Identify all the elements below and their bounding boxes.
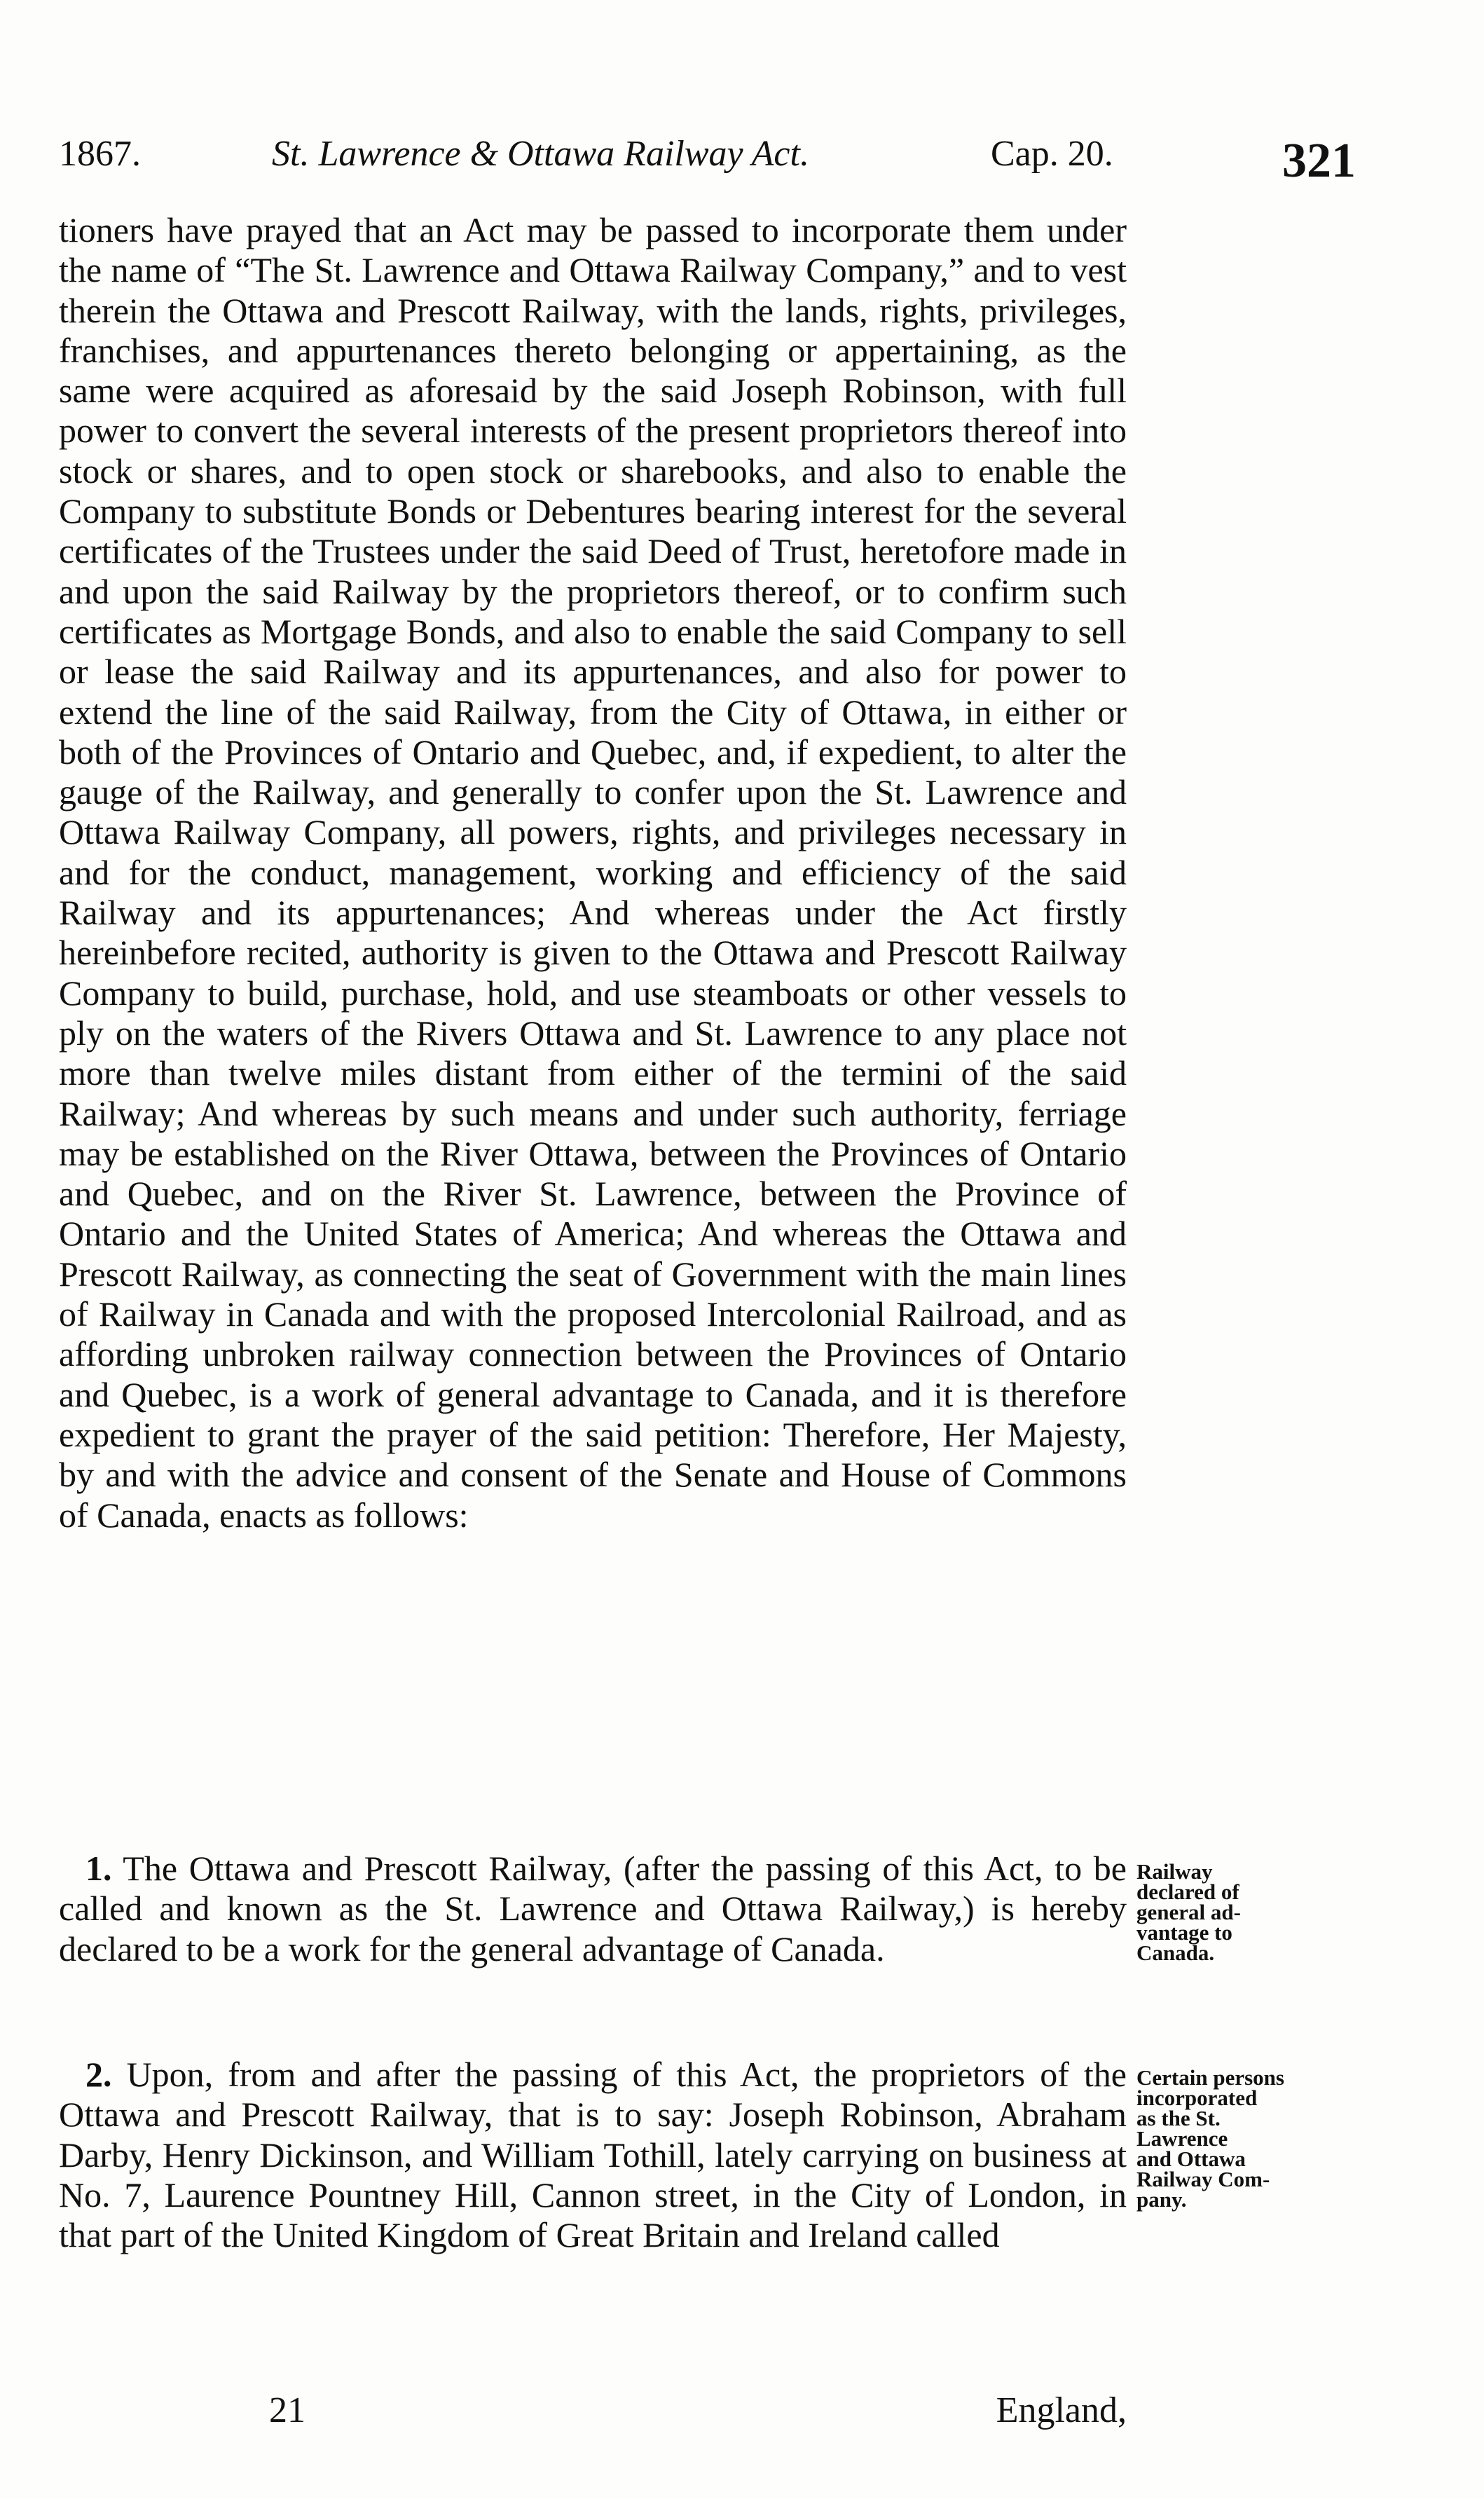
catchword: England, <box>996 2390 1127 2430</box>
section-text: Upon, from and after the passing of this Act, the proprietors of the Ottawa and Prescott Railway, that is to say: Joseph Robinson, Abraham Darby, Henry Dickinson, and William Tothill, lately carrying on business at No. 7, Laurence Pountney Hill, Cannon street, in the City of London, in that part of the United Kingdom of Great Britain and Ireland called <box>59 2055 1127 2255</box>
section-text: The Ottawa and Prescott Railway, (after the passing of this Act, to be called and known as the St. Lawrence and Ottawa Railway,) is hereby declared to be a work for the general advantage of Canada. <box>59 1849 1127 1969</box>
header-chapter: Cap. 20. <box>991 134 1113 174</box>
section-1 <box>59 1849 1127 1969</box>
section-number: 1. <box>85 1849 112 1888</box>
running-header <box>59 133 1355 196</box>
section-2 <box>59 2055 1127 2255</box>
page-number: 321 <box>1282 134 1356 188</box>
section-number: 2. <box>85 2055 112 2094</box>
preamble-text: tioners have prayed that an Act may be passed to incorporate them under the name of “The St. Lawrence and Ottawa Railway Company,” and to vest therein the Ottawa and Prescott Railway, with the lands, rights, privileges, franchises, and appurtenances thereto belonging or appertaining, as the same were acquired as aforesaid by the said Joseph Robinson, with full power to convert the several interests of the present proprietors thereof into stock or shares, and to open stock or sharebooks, and also to enable the Company to substitute Bonds or Debentures bearing interest for the several certificates of the Trustees under the said Deed of Trust, heretofore made in and upon the said Railway by the proprietors thereof, or to confirm such certificates as Mortgage Bonds, and also to enable the said Company to sell or lease the said Railway and its appurtenances, and also for power to extend the line of the said Railway, from the City of Ottawa, in either or both of the Provinces of Ontario and Quebec, and, if expedient, to alter the gauge of the Railway, and generally to confer upon the St. Lawrence and Ottawa Railway Company, all powers, rights, and privileges necessary in and for the conduct, management, working and efficiency of the said Railway and its appurtenances; And whereas under the Act firstly hereinbefore recited, authority is given to the Ottawa and Prescott Railway Company to build, purchase, hold, and use steamboats or other vessels to ply on the waters of the Rivers Ottawa and St. Lawrence to any place not more than twelve miles distant from either of the termini of the said Railway; And whereas by such means and under such authority, ferriage may be established on the River Ottawa, between the Provinces of Ontario and Quebec, and on the River St. Lawrence, between the Province of Ontario and the United States of America; And whereas the Ottawa and Prescott Railway, as connecting the seat of Government with the main lines of Railway in Canada and with the proposed Intercolonial Railroad, and as affording unbroken railway connection between the Provinces of Ontario and Quebec, is a work of general advantage to Canada, and it is therefore expedient to grant the prayer of the said petition: Therefore, Her Majesty, by and with the advice and consent of the Senate and House of Commons of Canada, enacts as follows: <box>59 210 1127 1535</box>
signature-mark: 21 <box>269 2390 305 2430</box>
header-title: St. Lawrence & Ottawa Railway Act. <box>272 134 809 174</box>
header-year: 1867. <box>59 134 141 174</box>
margin-note-1: Railway declared of general ad- vantage to Canada. <box>1136 1859 1241 1965</box>
page-footer <box>59 2390 1127 2439</box>
margin-note-2: Certain persons incorporated as the St. Lawrence and Ottawa Railway Com- pany. <box>1136 2065 1284 2212</box>
